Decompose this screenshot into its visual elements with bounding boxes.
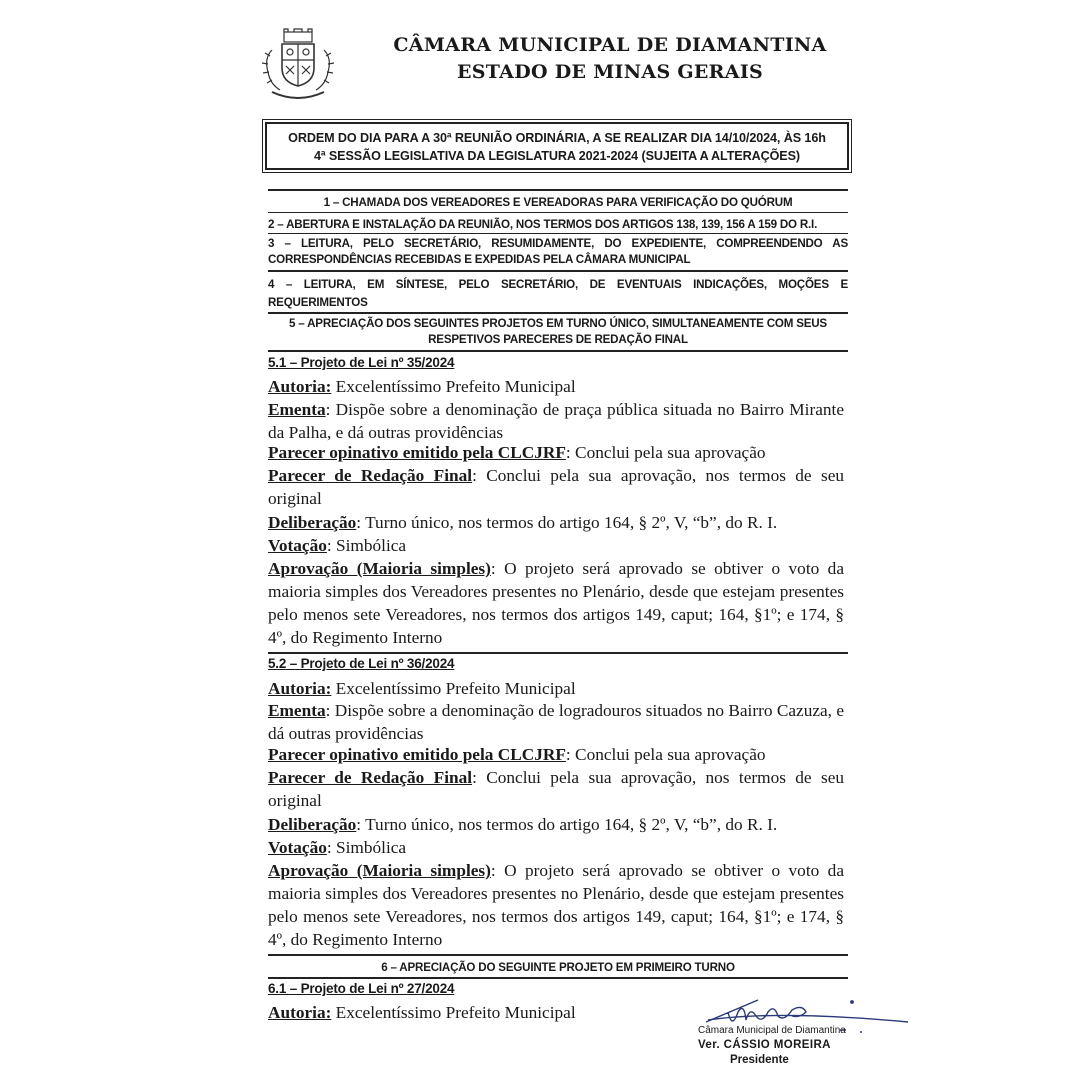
project-votacao: [268, 534, 844, 557]
letterhead: [350, 32, 870, 86]
label-deliberacao: Deliberação: [268, 513, 357, 532]
project-ementa: [268, 699, 844, 745]
project-parecer-redacao: [268, 766, 844, 812]
agenda-item-5-line2: RESPETIVOS PARECERES DE REDAÇÃO FINAL: [428, 333, 688, 346]
value-ementa: : Dispõe sobre a denominação de logradouros situados no Bairro Cazuza, e dá outras providências: [268, 701, 844, 743]
agenda-item-3-line2: CORRESPONDÊNCIAS RECEBIDAS E EXPEDIDAS PELA CÂMARA MUNICIPAL: [268, 253, 691, 266]
label-deliberacao: Deliberação: [268, 815, 357, 834]
label-parecer-redacao: Parecer de Redação Final: [268, 466, 473, 485]
agenda-item-3-line1: 3 – LEITURA, PELO SECRETÁRIO, RESUMIDAMENTE, DO EXPEDIENTE, COMPREENDENDO AS: [268, 237, 848, 250]
project-votacao: [268, 836, 844, 859]
agenda-item-6: 6 – APRECIAÇÃO DO SEGUINTE PROJETO EM PRIMEIRO TURNO: [381, 961, 735, 974]
value-parecer-redacao: : Conclui pela sua aprovação, nos termos de seu original: [268, 466, 845, 508]
agenda-item-2: 2 – ABERTURA E INSTALAÇÃO DA REUNIÃO, NOS TERMOS DOS ARTIGOS 138, 139, 156 A 159 DO R.I.: [268, 218, 818, 231]
label-votacao: Votação: [268, 536, 327, 555]
value-deliberacao: : Turno único, nos termos do artigo 164, § 2º, V, “b”, do R. I.: [356, 815, 778, 834]
divider: [268, 270, 848, 272]
project-autoria: [268, 375, 844, 398]
label-ementa: Ementa: [268, 701, 326, 720]
value-parecer-opinativo: : Conclui pela sua aprovação: [565, 443, 766, 462]
divider: [268, 977, 848, 979]
project-deliberacao: [268, 813, 844, 836]
agenda-item-1: 1 – CHAMADA DOS VEREADORES E VEREADORAS PARA VERIFICAÇÃO DO QUÓRUM: [323, 196, 793, 209]
divider: [268, 189, 848, 191]
label-parecer-opinativo: Parecer opinativo emitido pela CLCJRF: [268, 443, 566, 462]
value-deliberacao: : Turno único, nos termos do artigo 164, § 2º, V, “b”, do R. I.: [356, 513, 778, 532]
label-autoria: Autoria:: [268, 679, 332, 698]
project-parecer-opinativo: [268, 441, 844, 464]
project-parecer-redacao: [268, 464, 844, 510]
signatory-role: Presidente: [730, 1054, 789, 1066]
agenda-item-5-line1: 5 – APRECIAÇÃO DOS SEGUINTES PROJETOS EM TURNO ÚNICO, SIMULTANEAMENTE COM SEUS: [289, 317, 827, 330]
value-aprovacao: : O projeto será aprovado se obtiver o voto da maioria simples dos Vereadores presentes no Plenário, desde que estejam presentes pelo menos sete Vereadores, nos termos dos artigos 149, caput; 164, §1º; e 174, § 4º, do Regimento Interno: [268, 559, 844, 647]
project-heading: 6.1 – Projeto de Lei nº 27/2024: [268, 981, 455, 996]
label-autoria: Autoria:: [268, 1003, 332, 1022]
agenda-title-line1: ORDEM DO DIA PARA A 30ª REUNIÃO ORDINÁRIA, A SE REALIZAR DIA 14/10/2024, ÀS 16h: [288, 131, 826, 145]
value-parecer-opinativo: : Conclui pela sua aprovação: [565, 745, 766, 764]
project-heading: 5.2 – Projeto de Lei nº 36/2024: [268, 656, 455, 671]
value-parecer-redacao: : Conclui pela sua aprovação, nos termos de seu original: [268, 768, 845, 810]
project-parecer-opinativo: [268, 743, 844, 766]
label-parecer-redacao: Parecer de Redação Final: [268, 768, 473, 787]
label-aprovacao: Aprovação (Maioria simples): [268, 559, 491, 578]
project-heading: 5.1 – Projeto de Lei nº 35/2024: [268, 355, 455, 370]
divider: [268, 312, 848, 314]
project-aprovacao: [268, 557, 844, 649]
coat-of-arms-emblem: [258, 28, 338, 102]
value-votacao: : Simbólica: [326, 536, 407, 555]
label-votacao: Votação: [268, 838, 327, 857]
label-autoria: Autoria:: [268, 377, 332, 396]
project-autoria: [268, 1001, 668, 1024]
letterhead-subtitle: ESTADO DE MINAS GERAIS: [456, 61, 764, 83]
divider: [268, 233, 848, 234]
project-deliberacao: [268, 511, 844, 534]
agenda-title-box: [265, 122, 849, 170]
divider: [268, 212, 848, 213]
divider: [268, 350, 848, 352]
letterhead-title: CÂMARA MUNICIPAL DE DIAMANTINA: [393, 34, 827, 56]
label-ementa: Ementa: [268, 400, 326, 419]
label-parecer-opinativo: Parecer opinativo emitido pela CLCJRF: [268, 745, 566, 764]
project-autoria: [268, 677, 844, 700]
label-aprovacao: Aprovação (Maioria simples): [268, 861, 491, 880]
value-aprovacao: : O projeto será aprovado se obtiver o voto da maioria simples dos Vereadores presentes no Plenário, desde que estejam presentes pelo menos sete Vereadores, nos termos dos artigos 149, caput; 164, §1º; e 174, § 4º, do Regimento Interno: [268, 861, 844, 949]
project-aprovacao: [268, 859, 844, 951]
signatory-name: Ver. CÁSSIO MOREIRA: [698, 1039, 831, 1051]
project-ementa: [268, 398, 844, 444]
divider: [268, 954, 848, 956]
agenda-item-4-line2: REQUERIMENTOS: [268, 296, 368, 309]
value-autoria: Excelentíssimo Prefeito Municipal: [331, 679, 576, 698]
value-votacao: : Simbólica: [326, 838, 407, 857]
agenda-title-line2: 4ª SESSÃO LEGISLATIVA DA LEGISLATURA 2021-2024 (SUJEITA A ALTERAÇÕES): [314, 149, 800, 163]
value-autoria: Excelentíssimo Prefeito Municipal: [331, 377, 576, 396]
signature-stamp: Câmara Municipal de Diamantina: [698, 1025, 846, 1036]
agenda-item-4-line1: 4 – LEITURA, EM SÍNTESE, PELO SECRETÁRIO, DE EVENTUAIS INDICAÇÕES, MOÇÕES E: [268, 278, 848, 291]
value-autoria: Excelentíssimo Prefeito Municipal: [331, 1003, 576, 1022]
divider: [268, 652, 848, 654]
value-ementa: : Dispõe sobre a denominação de praça pública situada no Bairro Mirante da Palha, e dá outras providências: [268, 400, 844, 442]
